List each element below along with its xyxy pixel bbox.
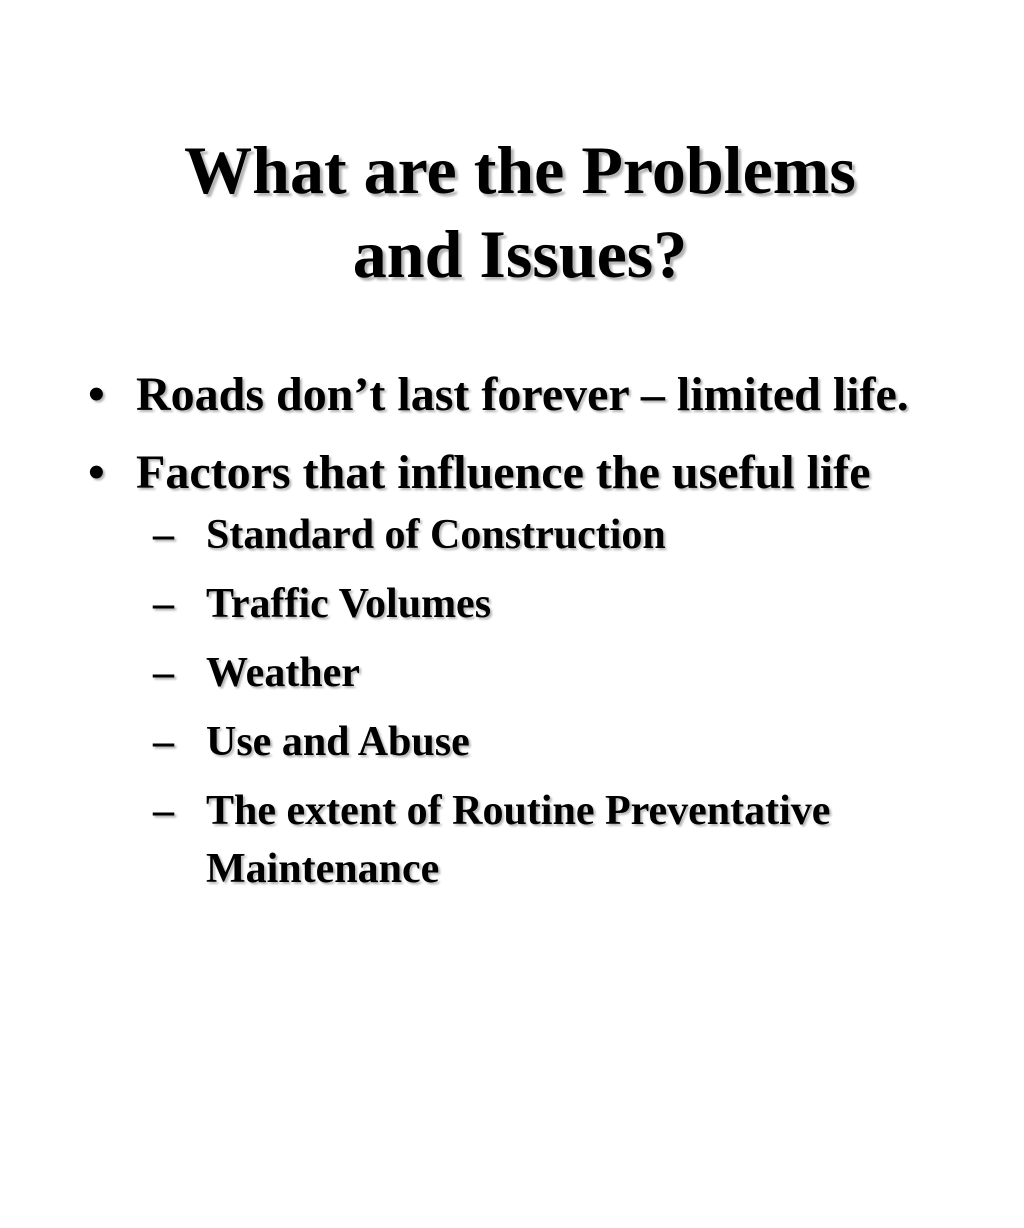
- sub-bullet-text: Use and Abuse: [206, 719, 470, 765]
- bullet-item: [88, 364, 968, 426]
- bullet-text: Factors that influence the useful life: [136, 446, 871, 499]
- sub-bullet-item: [153, 644, 968, 702]
- sub-bullet-item: [153, 506, 968, 564]
- sub-bullet-text: The extent of Routine Preventative Maintenance: [206, 788, 831, 892]
- bullet-list: [88, 364, 968, 914]
- dash-marker: –: [153, 788, 174, 834]
- slide-title: [60, 128, 980, 296]
- title-line-1: What are the Problems: [184, 132, 856, 208]
- bullet-marker: •: [88, 368, 105, 421]
- dash-marker: –: [153, 719, 174, 765]
- dash-marker: –: [153, 581, 174, 627]
- bullet-item: [88, 442, 968, 898]
- dash-marker: –: [153, 512, 174, 558]
- sub-bullet-list: [136, 506, 968, 898]
- sub-bullet-item: [153, 713, 968, 771]
- sub-bullet-text: Weather: [206, 650, 360, 696]
- dash-marker: –: [153, 650, 174, 696]
- sub-bullet-text: Traffic Volumes: [206, 581, 492, 627]
- bullet-text: Roads don’t last forever – limited life.: [136, 368, 909, 421]
- title-line-2: and Issues?: [352, 216, 688, 292]
- sub-bullet-item: [153, 575, 968, 633]
- sub-bullet-item: [153, 782, 968, 898]
- sub-bullet-text: Standard of Construction: [206, 512, 666, 558]
- bullet-marker: •: [88, 446, 105, 499]
